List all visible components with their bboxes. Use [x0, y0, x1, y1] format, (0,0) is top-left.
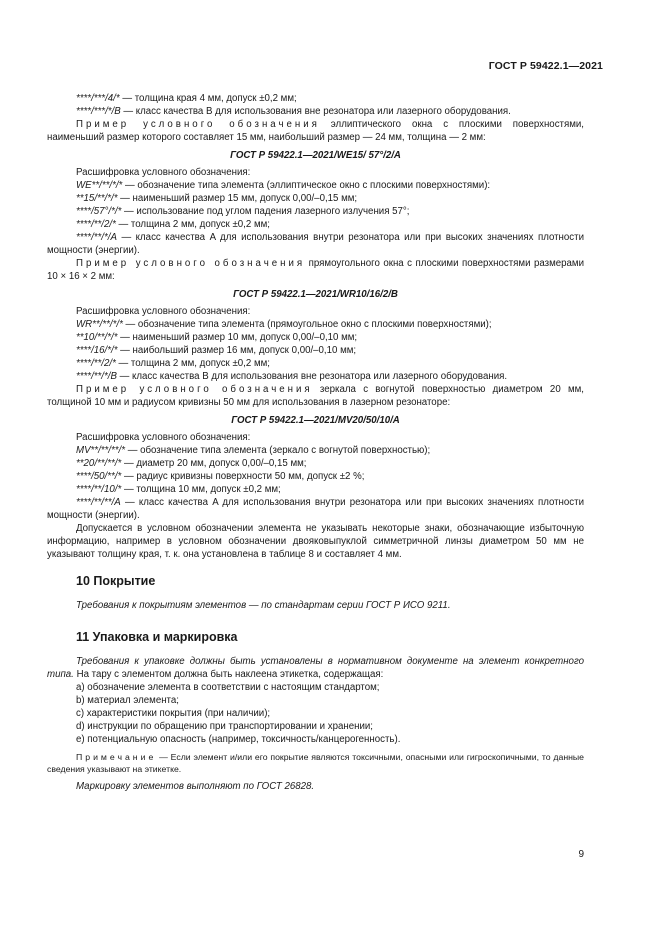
example-paragraph: Пример условного обозначения прямоугольного окна с плоскими поверхностями размерами 10 × 16 × 2 мм: [47, 258, 584, 282]
decode-heading: Расшифровка условного обозначения: [76, 167, 251, 178]
line: ****/***/*/B — класс качества B для использования вне резонатора или лазерного оборудования. [76, 106, 511, 117]
decode-line: ****/**/2/* — толщина 2 мм, допуск ±0,2 мм; [76, 219, 270, 230]
decode-line: MV**/**/**/* — обозначение типа элемента (зеркало с вогнутой поверхностью); [76, 445, 431, 456]
line: ****/***/4/* — толщина края 4 мм, допуск ±0,2 мм; [76, 93, 297, 104]
list-item: e) потенциальную опасность (например, токсичность/канцерогенность). [76, 734, 401, 745]
list-item: c) характеристики покрытия (при наличии); [76, 708, 271, 719]
decode-heading: Расшифровка условного обозначения: [76, 432, 251, 443]
decode-line: ****/**/*/B — класс качества B для использования вне резонатора или лазерного оборудования. [76, 371, 508, 382]
list-item: d) инструкции по обращению при транспортировании и хранении; [76, 721, 373, 732]
example-paragraph: Пример условного обозначения зеркала с вогнутой поверхностью диаметром 20 мм, толщиной 10 мм и радиусом кривизны 50 мм для использования в лазерном резонаторе: [47, 384, 584, 408]
page-number: 9 [578, 849, 584, 860]
decode-line: ****/16/*/* — наибольший размер 16 мм, допуск 0,00/–0,10 мм; [76, 345, 357, 356]
designation-example: ГОСТ Р 59422.1—2021/WR10/16/2/B [233, 289, 398, 300]
designation-example: ГОСТ Р 59422.1—2021/WE15/ 57°/2/A [230, 150, 401, 161]
section-10-title: 10 Покрытие [76, 574, 156, 588]
decode-line: ****/**/2/* — толщина 2 мм, допуск ±0,2 мм; [76, 358, 270, 369]
marking-paragraph: Маркировку элементов выполняют по ГОСТ 26828. [76, 781, 315, 792]
decode-line: **10/**/*/* — наименьший размер 10 мм, допуск 0,00/–0,10 мм; [76, 332, 358, 343]
page-header-standard: ГОСТ Р 59422.1—2021 [488, 60, 603, 72]
decode-line: **15/**/*/* — наименьший размер 15 мм, допуск 0,00/–0,15 мм; [76, 193, 358, 204]
decode-line: ****/**/10/* — толщина 10 мм, допуск ±0,2 мм; [76, 484, 281, 495]
decode-line: ****/**/*/A — класс качества A для использования внутри резонатора или при высоких значениях плотности мощности (энергии). [47, 232, 584, 256]
page-content [47, 92, 584, 793]
decode-line: WR**/**/*/* — обозначение типа элемента (прямоугольное окно с плоскими поверхностями); [76, 319, 492, 330]
decode-line: ****/**/**/A — класс качества A для использования внутри резонатора или при высоких значениях плотности мощности (энергии). [47, 497, 584, 521]
list-item: b) материал элемента; [76, 695, 179, 706]
decode-heading: Расшифровка условного обозначения: [76, 306, 251, 317]
decode-line: ****/50/**/* — радиус кривизны поверхности 50 мм, допуск ±2 %; [76, 471, 365, 482]
list-item: a) обозначение элемента в соответствии с настоящим стандартом; [76, 682, 380, 693]
section-11-intro: Требования к упаковке должны быть установлены в нормативном документе на элемент конкретного типа. На тару с элементом должна быть наклеена этикетка, содержащая: [47, 656, 584, 680]
example-paragraph: Пример условного обозначения эллиптического окна с плоскими поверхностями, наименьший размер которого составляет 15 мм, наибольший размер — 24 мм, толщина — 2 мм: [47, 119, 584, 143]
note-paragraph: Примечание — Если элемент и/или его покрытие являются токсичными, опасными или гигроскопичными, то данные сведения указывают на этикетке. [47, 752, 584, 774]
section-11-title: 11 Упаковка и маркировка [76, 630, 238, 644]
decode-line: **20/**/**/* — диаметр 20 мм, допуск 0,00/–0,15 мм; [76, 458, 307, 469]
allowed-paragraph: Допускается в условном обозначении элемента не указывать некоторые знаки, обозначающие избыточную информацию, например в условном обозначении двояковыпуклой симметричной линзы диаметром 50 мм не указывают толщину края, т. к. она установлена в таблице 8 и составляет 4 мм. [47, 523, 584, 560]
section-10-text: Требования к покрытиям элементов — по стандартам серии ГОСТ Р ИСО 9211. [76, 600, 451, 611]
designation-example: ГОСТ Р 59422.1—2021/MV20/50/10/A [231, 415, 400, 426]
decode-line: WE**/**/*/* — обозначение типа элемента (эллиптическое окно с плоскими поверхностями): [76, 180, 491, 191]
decode-line: ****/57°/*/* — использование под углом падения лазерного излучения 57°; [76, 206, 410, 217]
